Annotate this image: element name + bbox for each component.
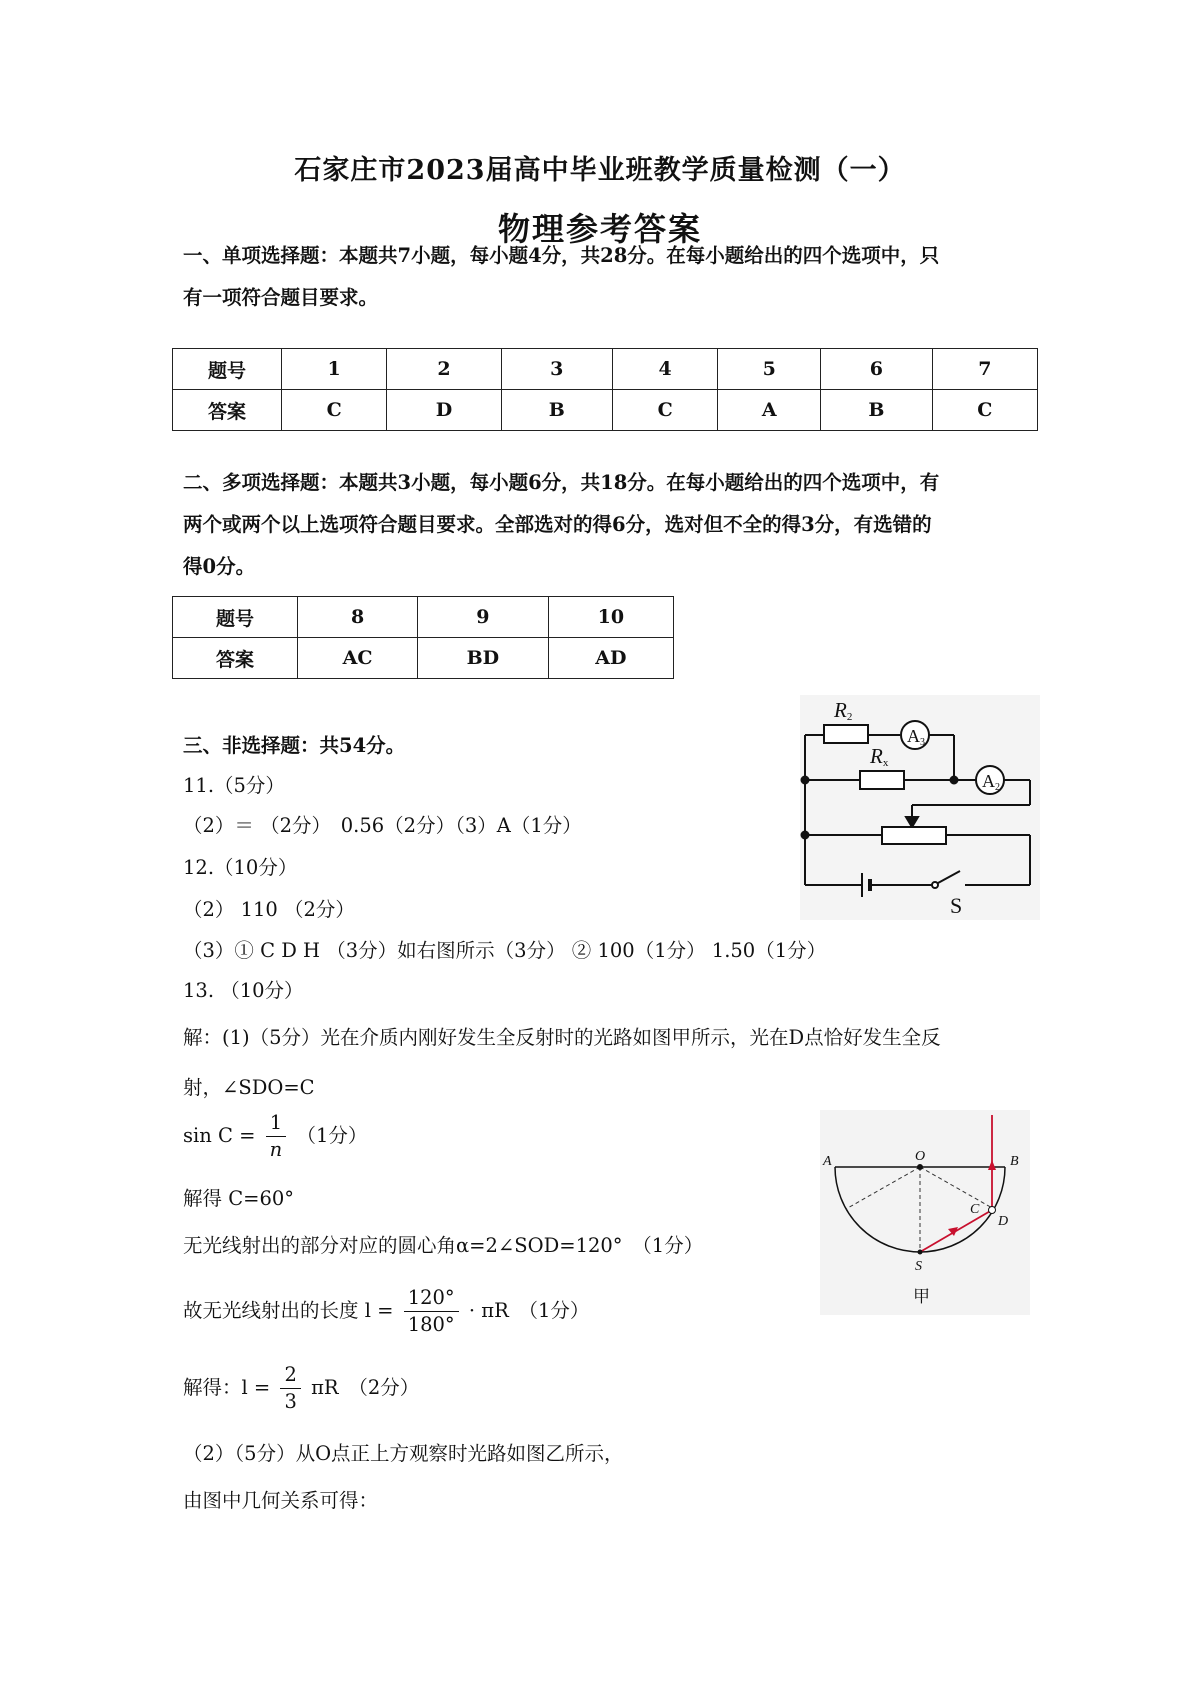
len-suffix: · πR （1分）	[468, 1299, 590, 1322]
table-cell: 1	[282, 349, 387, 390]
q13-title: 13. （10分）	[183, 979, 304, 1002]
solve-numerator: 2	[280, 1362, 300, 1389]
q12-answer-1: （2） 110 （2分）	[183, 898, 355, 921]
table-cell: A	[718, 390, 821, 431]
part2-line: （2）（5分）从O点正上方观察时光路如图乙所示，	[183, 1442, 624, 1465]
section2-answer-table	[172, 596, 674, 679]
table-cell: C	[932, 390, 1037, 431]
rheostat	[882, 827, 946, 844]
table-cell: AC	[298, 638, 418, 679]
page-title: 石家庄市2023届高中毕业班教学质量检测（一）	[294, 155, 906, 186]
table-cell-label: 题号	[173, 349, 282, 390]
center-o-dot	[917, 1164, 923, 1170]
table-cell: B	[501, 390, 612, 431]
table-cell: 8	[298, 597, 418, 638]
label-a3: A3	[907, 726, 925, 748]
solve-suffix: πR （2分）	[311, 1376, 420, 1399]
switch-contact	[932, 882, 938, 888]
len-denominator: 180°	[407, 1313, 455, 1336]
label-o: O	[915, 1149, 926, 1164]
table-cell: C	[282, 390, 387, 431]
angle-line: 无光线射出的部分对应的圆心角α=2∠SOD=120° （1分）	[183, 1234, 704, 1257]
section1-answer-table	[172, 348, 1038, 431]
len-numerator: 120°	[404, 1285, 459, 1312]
junction-dot	[802, 777, 809, 784]
label-a2: A2	[982, 771, 1000, 793]
result-c: 解得 C=60°	[183, 1187, 295, 1210]
label-switch-s: S	[950, 893, 963, 918]
label-r2: R2	[834, 698, 853, 723]
figure-background	[820, 1110, 1030, 1315]
label-a: A	[823, 1154, 832, 1169]
table-row	[173, 597, 674, 638]
eq1-numerator: 1	[266, 1110, 287, 1137]
geometry-line: 由图中几何关系可得：	[183, 1489, 379, 1512]
section2-heading-line1: 二、多项选择题：本题共3小题，每小题6分，共18分。在每小题给出的四个选项中，有	[183, 471, 940, 494]
section1-heading-line1: 一、单项选择题：本题共7小题，每小题4分，共28分。在每小题给出的四个选项中，只	[183, 244, 940, 267]
point-d-marker	[989, 1207, 996, 1214]
section3-heading: 三、非选择题：共54分。	[183, 734, 406, 757]
q11-answer: （2）＝ （2分） 0.56（2分）（3）A（1分）	[183, 814, 582, 837]
eq1-lhs: sin C =	[183, 1124, 256, 1147]
eq1-fraction	[266, 1110, 287, 1163]
figure-caption: 甲	[913, 1287, 930, 1306]
section1-heading	[183, 235, 1033, 319]
eq1-denominator: n	[269, 1138, 283, 1161]
table-cell: C	[612, 390, 717, 431]
table-cell: D	[387, 390, 501, 431]
table-cell: 5	[718, 349, 821, 390]
q13-solution-line2: 射，∠SDO=C	[183, 1076, 315, 1099]
section2-heading-line3: 得0分。	[183, 555, 256, 578]
table-cell: 6	[821, 349, 932, 390]
junction-dot	[802, 832, 809, 839]
equation-solve	[183, 1362, 419, 1415]
resistor-r2	[824, 725, 868, 743]
len-fraction	[404, 1285, 459, 1338]
q12-title: 12.（10分）	[183, 856, 298, 879]
table-cell: 4	[612, 349, 717, 390]
label-d: D	[998, 1214, 1009, 1229]
resistor-rx	[860, 771, 904, 789]
eq1-score: （1分）	[296, 1124, 368, 1147]
equation-length	[183, 1285, 589, 1338]
q11-title: 11.（5分）	[183, 774, 285, 797]
table-row	[173, 349, 1038, 390]
table-cell: 10	[548, 597, 673, 638]
label-c: C	[970, 1202, 980, 1217]
len-prefix: 故无光线射出的长度 l =	[183, 1299, 394, 1322]
q13-solution-line1: 解：(1)（5分）光在介质内刚好发生全反射时的光路如图甲所示，光在D点恰好发生全反	[183, 1026, 941, 1049]
label-b: B	[1010, 1154, 1019, 1169]
table-cell: 7	[932, 349, 1037, 390]
table-cell-label: 答案	[173, 390, 282, 431]
table-cell-label: 答案	[173, 638, 298, 679]
equation-sin-c	[183, 1110, 367, 1163]
section2-heading	[183, 462, 1033, 588]
junction-dot	[951, 777, 958, 784]
q12-answer-2: （3）① C D H （3分）如右图所示（3分） ② 100（1分） 1.50（1分）	[183, 939, 827, 962]
table-cell: 2	[387, 349, 501, 390]
page-subtitle: 物理参考答案	[497, 210, 702, 248]
label-s: S	[915, 1259, 922, 1274]
section2-heading-line2: 两个或两个以上选项符合题目要求。全部选对的得6分，选对但不全的得3分，有选错的	[183, 513, 932, 536]
table-cell-label: 题号	[173, 597, 298, 638]
table-cell: 9	[418, 597, 549, 638]
table-cell: AD	[548, 638, 673, 679]
semicircle-figure	[820, 1110, 1030, 1315]
table-cell: 3	[501, 349, 612, 390]
solve-prefix: 解得：l =	[183, 1376, 271, 1399]
solve-fraction	[280, 1362, 300, 1415]
table-cell: B	[821, 390, 932, 431]
table-cell: BD	[418, 638, 549, 679]
table-row	[173, 638, 674, 679]
section1-heading-line2: 有一项符合题目要求。	[183, 286, 379, 309]
table-row	[173, 390, 1038, 431]
solve-denominator: 3	[284, 1390, 297, 1413]
point-s-dot	[918, 1250, 923, 1255]
circuit-diagram	[800, 695, 1040, 920]
label-rx: Rx	[870, 744, 889, 769]
